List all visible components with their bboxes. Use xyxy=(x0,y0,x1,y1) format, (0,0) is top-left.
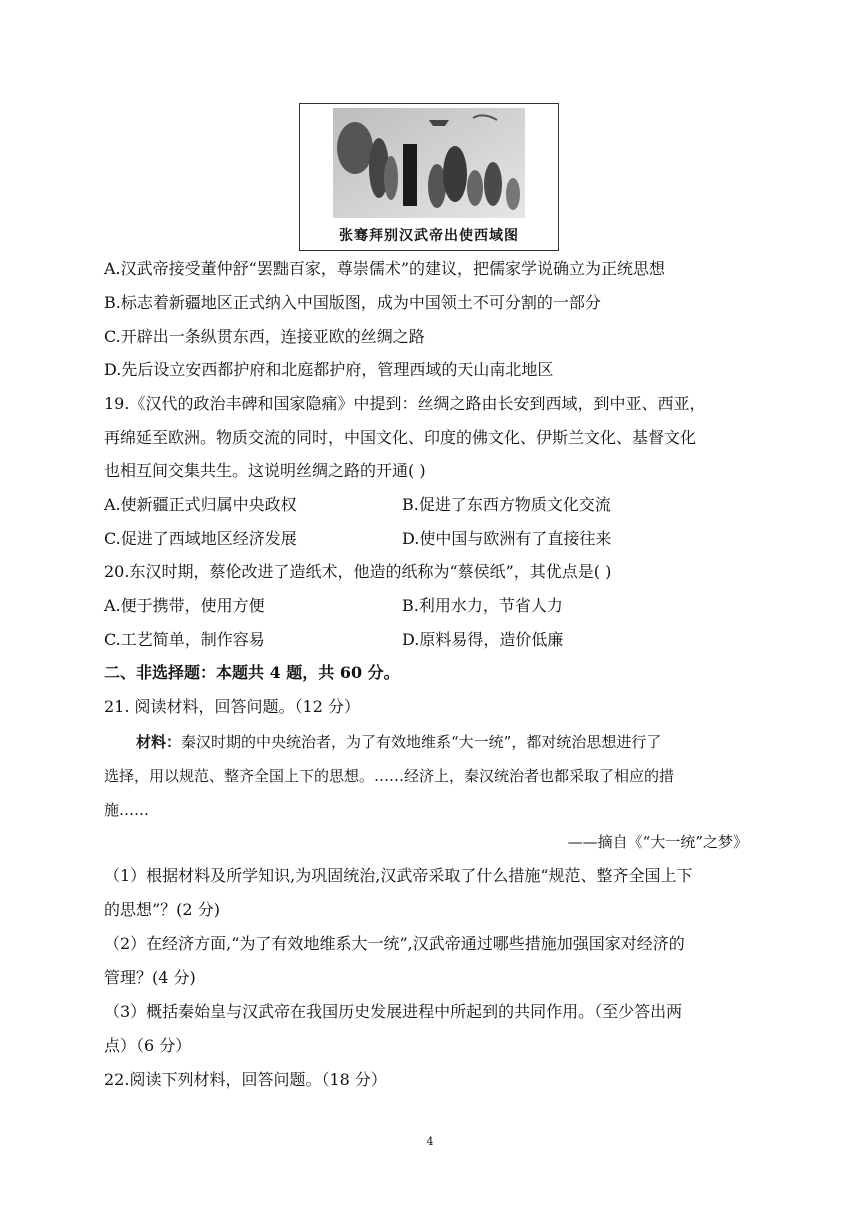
q19-stem-line-2: 再绵延至欧洲。物质交流的同时，中国文化、印度的佛文化、伊斯兰文化、基督文化 xyxy=(104,428,697,447)
q21-sub-2-line-1: （2）在经济方面,“为了有效地维系大一统”,汉武帝通过哪些措施加强国家对经济的 xyxy=(104,934,685,953)
q20-option-d: D.原料易得，造价低廉 xyxy=(402,630,564,649)
figure-box xyxy=(299,103,559,251)
q19-stem-line-1: 19.《汉代的政治丰碑和国家隐痛》中提到：丝绸之路由长安到西域，到中亚、西亚， xyxy=(104,394,706,413)
q18-option-b: B.标志着新疆地区正式纳入中国版图，成为中国领土不可分割的一部分 xyxy=(104,293,601,312)
q21-material-line-3: 施…… xyxy=(104,801,150,819)
q21-sub-1-line-2: 的思想”？(2 分) xyxy=(104,900,220,919)
q19-option-a: A.使新疆正式归属中央政权 xyxy=(104,495,297,514)
mural-image xyxy=(333,108,525,218)
q20-stem: 20.东汉时期，蔡伦改进了造纸术，他造的纸称为“蔡侯纸”，其优点是( ) xyxy=(104,562,612,581)
q21-material-line-1 xyxy=(136,732,661,752)
page-number: 4 xyxy=(426,1135,434,1148)
material-text: 秦汉时期的中央统治者，为了有效地维系“大一统”，都对统治思想进行了 xyxy=(181,733,662,751)
q20-option-a: A.便于携带，使用方便 xyxy=(104,596,265,615)
q21-stem: 21. 阅读材料，回答问题。（12 分） xyxy=(104,697,360,716)
q21-sub-3-line-1: （3）概括秦始皇与汉武帝在我国历史发展进程中所起到的共同作用。（至少答出两 xyxy=(104,1002,683,1021)
q19-option-c: C.促进了西域地区经济发展 xyxy=(104,529,297,548)
q19-option-b: B.促进了东西方物质文化交流 xyxy=(402,495,611,514)
q20-option-c: C.工艺简单，制作容易 xyxy=(104,630,265,649)
q18-option-d: D.先后设立安西都护府和北庭都护府，管理西域的天山南北地区 xyxy=(104,360,554,379)
q18-option-c: C.开辟出一条纵贯东西，连接亚欧的丝绸之路 xyxy=(104,327,425,346)
q21-source: ——摘自《“大一统”之梦》 xyxy=(567,833,748,851)
q19-option-d: D.使中国与欧洲有了直接往来 xyxy=(402,529,612,548)
q21-sub-2-line-2: 管理？(4 分) xyxy=(104,968,196,987)
q21-sub-1-line-1: （1）根据材料及所学知识,为巩固统治,汉武帝采取了什么措施“规范、整齐全国上下 xyxy=(104,866,693,885)
q21-sub-3-line-2: 点）（6 分） xyxy=(104,1036,192,1055)
q18-option-a: A.汉武帝接受董仲舒“罢黜百家，尊崇儒术”的建议，把儒家学说确立为正统思想 xyxy=(104,259,666,278)
section-heading: 二、非选择题：本题共 4 题，共 60 分。 xyxy=(104,663,400,682)
figure-caption: 张骞拜别汉武帝出使西域图 xyxy=(339,228,519,244)
q21-material-line-2: 选择，用以规范、整齐全国上下的思想。……经济上，秦汉统治者也都采取了相应的措 xyxy=(104,767,675,785)
material-label: 材料： xyxy=(136,733,182,751)
q19-stem-line-3: 也相互间交集共生。这说明丝绸之路的开通( ) xyxy=(104,461,426,480)
q20-option-b: B.利用水力，节省人力 xyxy=(402,596,563,615)
q22-stem: 22.阅读下列材料，回答问题。（18 分） xyxy=(104,1070,387,1089)
